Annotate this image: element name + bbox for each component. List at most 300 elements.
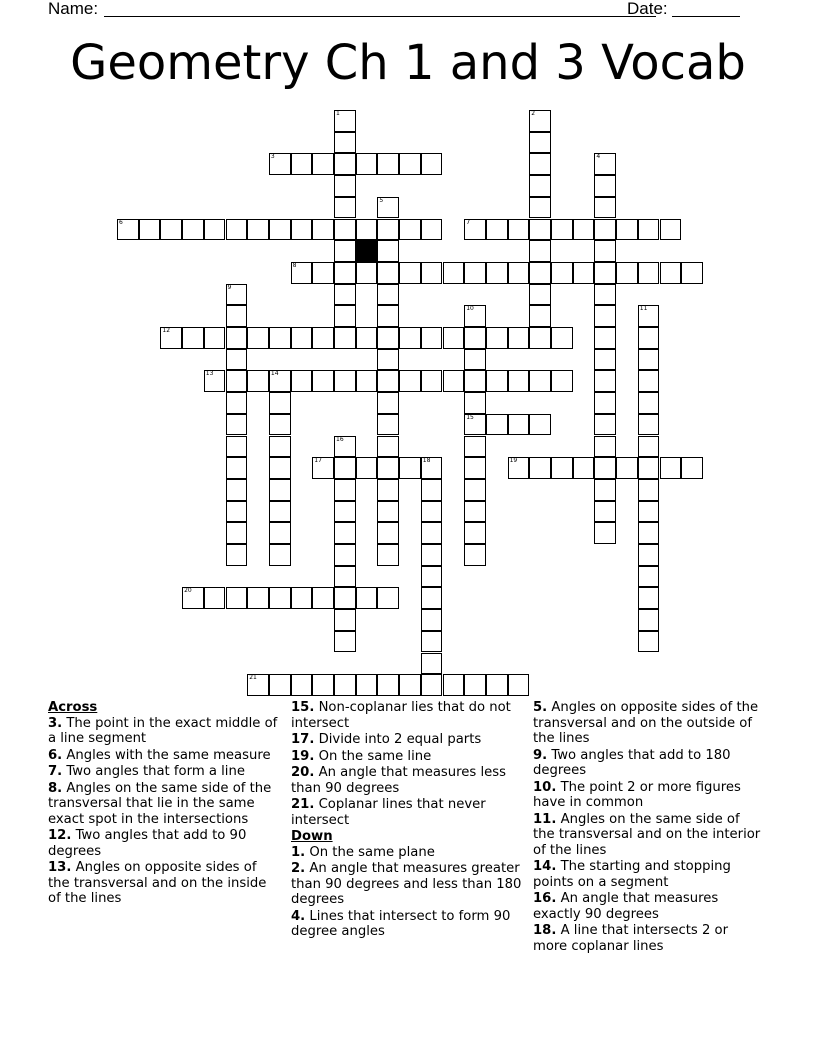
grid-cell[interactable]	[269, 479, 291, 501]
grid-cell[interactable]	[334, 284, 356, 306]
grid-cell[interactable]	[638, 544, 660, 566]
grid-cell[interactable]	[551, 370, 573, 392]
grid-cell[interactable]	[421, 587, 443, 609]
grid-cell[interactable]	[529, 175, 551, 197]
grid-cell[interactable]	[486, 674, 508, 696]
grid-cell[interactable]	[334, 522, 356, 544]
grid-cell[interactable]	[269, 587, 291, 609]
grid-cell[interactable]	[269, 674, 291, 696]
grid-cell[interactable]	[269, 392, 291, 414]
clue-number: 3	[270, 153, 275, 161]
grid-cell[interactable]	[464, 436, 486, 458]
clue-item-text: Two angles that add to 180 degrees	[533, 747, 731, 778]
grid-cell[interactable]	[334, 457, 356, 479]
clue-item-number: 10.	[533, 779, 557, 795]
grid-cell[interactable]	[226, 349, 248, 371]
grid-cell[interactable]	[594, 392, 616, 414]
clue-number: 19	[509, 457, 518, 465]
grid-cell[interactable]	[377, 370, 399, 392]
grid-cell[interactable]	[204, 327, 226, 349]
grid-cell[interactable]	[508, 414, 530, 436]
grid-cell[interactable]	[204, 587, 226, 609]
grid-cell[interactable]	[421, 544, 443, 566]
clue-item-number: 17.	[291, 732, 315, 747]
clue-item-number: 12.	[48, 828, 72, 843]
clue-item	[291, 797, 523, 828]
grid-cell[interactable]	[486, 327, 508, 349]
grid-cell[interactable]	[334, 544, 356, 566]
grid-cell[interactable]	[464, 370, 486, 392]
grid-cell[interactable]	[508, 262, 530, 284]
clue-item	[48, 781, 280, 828]
grid-cell[interactable]	[377, 197, 399, 219]
grid-cell[interactable]	[291, 370, 313, 392]
clue-item	[48, 748, 280, 764]
grid-cell[interactable]	[638, 349, 660, 371]
grid-cell[interactable]	[616, 457, 638, 479]
date-label: Date:	[627, 0, 668, 18]
grid-cell[interactable]	[269, 153, 291, 175]
grid-cell[interactable]	[529, 110, 551, 132]
grid-cell[interactable]	[681, 262, 703, 284]
grid-cell[interactable]	[312, 327, 334, 349]
grid-cell[interactable]	[486, 219, 508, 241]
clue-item	[48, 764, 280, 780]
grid-cell[interactable]	[464, 479, 486, 501]
grid-cell[interactable]	[226, 284, 248, 306]
grid-cell[interactable]	[594, 284, 616, 306]
clue-number: 16	[336, 435, 344, 443]
grid-cell[interactable]	[638, 566, 660, 588]
grid-cell[interactable]	[486, 262, 508, 284]
grid-cell[interactable]	[638, 392, 660, 414]
grid-cell[interactable]	[226, 479, 248, 501]
grid-cell[interactable]	[573, 262, 595, 284]
grid-cell[interactable]	[638, 262, 660, 284]
grid-cell[interactable]	[377, 262, 399, 284]
grid-cell[interactable]	[160, 327, 182, 349]
grid-cell[interactable]	[529, 240, 551, 262]
grid-cell[interactable]	[334, 175, 356, 197]
clue-item	[533, 780, 765, 811]
clue-number: 6	[119, 218, 123, 226]
grid-cell[interactable]	[247, 587, 269, 609]
grid-cell[interactable]	[508, 457, 530, 479]
clue-number: 4	[596, 153, 601, 161]
grid-cell[interactable]	[594, 262, 616, 284]
clue-item	[48, 828, 280, 859]
grid-cell[interactable]	[291, 153, 313, 175]
grid-cell[interactable]	[551, 327, 573, 349]
grid-cell[interactable]	[377, 219, 399, 241]
grid-cell[interactable]	[421, 501, 443, 523]
grid-cell[interactable]	[443, 674, 465, 696]
grid-cell[interactable]	[377, 153, 399, 175]
grid-cell[interactable]	[486, 414, 508, 436]
grid-cell[interactable]	[377, 522, 399, 544]
grid-cell[interactable]	[377, 240, 399, 262]
grid-cell[interactable]	[594, 219, 616, 241]
grid-cell[interactable]	[638, 501, 660, 523]
grid-cell[interactable]	[508, 327, 530, 349]
grid-cell[interactable]	[291, 587, 313, 609]
grid-cell[interactable]	[269, 544, 291, 566]
grid-cell[interactable]	[204, 219, 226, 241]
grid-cell[interactable]	[660, 262, 682, 284]
grid-cell[interactable]	[334, 132, 356, 154]
grid-cell[interactable]	[377, 674, 399, 696]
clue-item-text: On the same line	[314, 748, 432, 764]
grid-cell[interactable]	[291, 674, 313, 696]
clue-item-text: Non-coplanar lies that do not intersect	[291, 700, 511, 731]
grid-cell[interactable]	[182, 327, 204, 349]
grid-cell[interactable]	[226, 392, 248, 414]
grid-cell[interactable]	[399, 327, 421, 349]
grid-cell[interactable]	[377, 392, 399, 414]
name-label: Name:	[48, 0, 99, 18]
grid-cell[interactable]	[638, 436, 660, 458]
clue-item-number: 19.	[291, 748, 315, 764]
clue-item	[291, 700, 523, 731]
grid-cell[interactable]	[269, 327, 291, 349]
grid-cell[interactable]	[638, 219, 660, 241]
clue-number: 5	[379, 196, 384, 204]
grid-cell[interactable]	[356, 327, 378, 349]
grid-cell[interactable]	[226, 305, 248, 327]
grid-cell[interactable]	[377, 479, 399, 501]
grid-cell[interactable]	[486, 370, 508, 392]
grid-cell[interactable]	[681, 457, 703, 479]
clue-item	[291, 845, 523, 861]
grid-cell[interactable]	[312, 219, 334, 241]
clue-item	[533, 748, 765, 779]
grid-cell[interactable]	[139, 219, 161, 241]
grid-cell[interactable]	[334, 219, 356, 241]
grid-cell[interactable]	[226, 457, 248, 479]
grid-cell[interactable]	[464, 327, 486, 349]
grid-cell[interactable]	[594, 197, 616, 219]
grid-cell[interactable]	[334, 370, 356, 392]
grid-cell[interactable]	[269, 414, 291, 436]
clue-number: 18	[422, 457, 431, 465]
clue-item-text: Two angles that add to 90 degrees	[48, 828, 247, 859]
grid-cell[interactable]	[638, 522, 660, 544]
grid-cell[interactable]	[529, 197, 551, 219]
grid-cell[interactable]	[334, 110, 356, 132]
grid-cell[interactable]	[638, 327, 660, 349]
grid-cell[interactable]	[312, 262, 334, 284]
grid-cell[interactable]	[312, 587, 334, 609]
clue-item	[533, 891, 765, 922]
grid-cell[interactable]	[269, 219, 291, 241]
grid-cell[interactable]	[551, 262, 573, 284]
clue-number: 10	[466, 305, 474, 313]
grid-cell[interactable]	[421, 457, 443, 479]
grid-cell[interactable]	[269, 457, 291, 479]
grid-cell[interactable]	[334, 327, 356, 349]
clue-item	[291, 749, 523, 765]
clue-item-text: Angles on the same side of the transversal that lie in the same exact spot in the intersections	[48, 780, 272, 827]
grid-cell[interactable]	[421, 327, 443, 349]
grid-cell[interactable]	[399, 219, 421, 241]
grid-cell[interactable]	[291, 327, 313, 349]
grid-cell[interactable]	[616, 219, 638, 241]
grid-cell[interactable]	[204, 370, 226, 392]
grid-cell[interactable]	[269, 501, 291, 523]
grid-cell[interactable]	[529, 262, 551, 284]
grid-cell[interactable]	[226, 436, 248, 458]
grid-cell[interactable]	[226, 327, 248, 349]
grid-cell[interactable]	[312, 674, 334, 696]
clue-item-text: An angle that measures less than 90 degrees	[291, 765, 506, 796]
grid-cell[interactable]	[356, 587, 378, 609]
grid-cell[interactable]	[377, 327, 399, 349]
grid-cell[interactable]	[377, 587, 399, 609]
grid-cell[interactable]	[291, 219, 313, 241]
grid-cell[interactable]	[638, 457, 660, 479]
grid-cell[interactable]	[334, 436, 356, 458]
grid-cell[interactable]	[464, 305, 486, 327]
clue-item	[291, 732, 523, 748]
clue-item-number: 14.	[533, 859, 557, 874]
grid-cell[interactable]	[594, 522, 616, 544]
clue-item-text: Two angles that form a line	[62, 764, 245, 779]
grid-cell[interactable]	[508, 674, 530, 696]
grid-cell[interactable]	[334, 631, 356, 653]
grid-cell[interactable]	[594, 501, 616, 523]
grid-cell[interactable]	[421, 674, 443, 696]
grid-cell[interactable]	[399, 674, 421, 696]
grid-cell[interactable]	[334, 479, 356, 501]
grid-cell[interactable]	[399, 457, 421, 479]
grid-cell[interactable]	[377, 349, 399, 371]
grid-cell[interactable]	[594, 175, 616, 197]
grid-cell[interactable]	[573, 457, 595, 479]
clue-item-text: Divide into 2 equal parts	[314, 732, 482, 747]
grid-cell[interactable]	[594, 479, 616, 501]
grid-cell[interactable]	[226, 370, 248, 392]
grid-cell[interactable]	[117, 219, 139, 241]
grid-cell[interactable]	[377, 457, 399, 479]
grid-cell[interactable]	[312, 370, 334, 392]
grid-cell[interactable]	[160, 219, 182, 241]
clue-item-number: 6.	[48, 747, 63, 763]
grid-cell[interactable]	[594, 153, 616, 175]
clue-item	[48, 860, 280, 907]
grid-cell[interactable]	[638, 414, 660, 436]
grid-cell[interactable]	[421, 153, 443, 175]
grid-cell[interactable]	[226, 501, 248, 523]
grid-cell[interactable]	[226, 544, 248, 566]
clue-number: 20	[184, 587, 192, 595]
grid-cell[interactable]	[377, 544, 399, 566]
grid-cell[interactable]	[464, 674, 486, 696]
grid-cell[interactable]	[269, 370, 291, 392]
clue-number: 21	[249, 674, 257, 682]
grid-cell[interactable]	[399, 153, 421, 175]
clue-item-number: 15.	[291, 700, 315, 715]
clue-item-number: 21.	[291, 797, 315, 812]
clue-number: 13	[205, 370, 214, 378]
grid-cell[interactable]	[529, 327, 551, 349]
clue-item	[533, 859, 765, 890]
grid-cell[interactable]	[226, 219, 248, 241]
grid-cell[interactable]	[594, 414, 616, 436]
grid-cell[interactable]	[638, 305, 660, 327]
grid-cell[interactable]	[464, 349, 486, 371]
grid-cell[interactable]	[356, 153, 378, 175]
clue-item-text: Angles on the same side of the transversal and on the interior of the lines	[533, 811, 761, 858]
grid-cell[interactable]	[334, 262, 356, 284]
grid-cell[interactable]	[334, 566, 356, 588]
grid-cell[interactable]	[551, 457, 573, 479]
grid-cell[interactable]	[508, 219, 530, 241]
grid-cell[interactable]	[377, 436, 399, 458]
grid-cell[interactable]	[421, 219, 443, 241]
grid-cell[interactable]	[616, 262, 638, 284]
grid-cell[interactable]	[356, 219, 378, 241]
grid-cell[interactable]	[399, 370, 421, 392]
grid-cell[interactable]	[594, 370, 616, 392]
clue-item	[291, 765, 523, 796]
grid-cell[interactable]	[594, 305, 616, 327]
black-cell	[356, 240, 378, 262]
grid-cell[interactable]	[638, 609, 660, 631]
grid-cell[interactable]	[377, 501, 399, 523]
grid-cell[interactable]	[464, 414, 486, 436]
clue-number: 11	[639, 305, 648, 313]
clue-item	[291, 909, 523, 940]
clue-item-number: 4.	[291, 908, 306, 924]
grid-cell[interactable]	[573, 219, 595, 241]
grid-cell[interactable]	[594, 457, 616, 479]
grid-cell[interactable]	[529, 284, 551, 306]
clue-item-text: Lines that intersect to form 90 degree angles	[291, 908, 511, 939]
clue-item-number: 20.	[291, 765, 315, 780]
grid-cell[interactable]	[377, 414, 399, 436]
clue-item-text: An angle that measures greater than 90 degrees and less than 180 degrees	[291, 861, 522, 907]
grid-cell[interactable]	[464, 457, 486, 479]
clue-item-text: The starting and stopping points on a segment	[533, 859, 731, 890]
grid-cell[interactable]	[660, 219, 682, 241]
grid-cell[interactable]	[356, 370, 378, 392]
grid-cell[interactable]	[182, 219, 204, 241]
grid-cell[interactable]	[247, 219, 269, 241]
grid-cell[interactable]	[551, 219, 573, 241]
puzzle-title: Geometry Ch 1 and 3 Vocab	[70, 35, 746, 91]
grid-cell[interactable]	[421, 370, 443, 392]
grid-cell[interactable]	[334, 609, 356, 631]
grid-cell[interactable]	[443, 262, 465, 284]
grid-cell[interactable]	[443, 327, 465, 349]
clue-item-number: 3.	[48, 715, 63, 731]
grid-cell[interactable]	[356, 457, 378, 479]
clue-item	[291, 861, 523, 908]
grid-cell[interactable]	[334, 305, 356, 327]
grid-cell[interactable]	[312, 457, 334, 479]
grid-cell[interactable]	[464, 501, 486, 523]
grid-cell[interactable]	[594, 240, 616, 262]
clue-number: 7	[466, 218, 471, 226]
grid-cell[interactable]	[638, 370, 660, 392]
clue-item-text: Angles with the same measure	[62, 747, 271, 763]
grid-cell[interactable]	[421, 609, 443, 631]
grid-cell[interactable]	[421, 566, 443, 588]
grid-cell[interactable]	[443, 370, 465, 392]
grid-cell[interactable]	[182, 587, 204, 609]
grid-cell[interactable]	[464, 522, 486, 544]
grid-cell[interactable]	[529, 457, 551, 479]
grid-cell[interactable]	[529, 132, 551, 154]
grid-cell[interactable]	[269, 522, 291, 544]
clue-item-number: 8.	[48, 780, 63, 796]
grid-cell[interactable]	[508, 370, 530, 392]
grid-cell[interactable]	[594, 327, 616, 349]
grid-cell[interactable]	[334, 501, 356, 523]
grid-cell[interactable]	[421, 262, 443, 284]
grid-cell[interactable]	[638, 587, 660, 609]
clue-number: 2	[531, 110, 536, 117]
grid-cell[interactable]	[226, 522, 248, 544]
grid-cell[interactable]	[464, 262, 486, 284]
grid-cell[interactable]	[334, 240, 356, 262]
clue-column-2	[291, 700, 523, 941]
grid-cell[interactable]	[660, 457, 682, 479]
grid-cell[interactable]	[529, 305, 551, 327]
grid-cell[interactable]	[226, 414, 248, 436]
grid-cell[interactable]	[334, 153, 356, 175]
clue-item-text: On the same plane	[305, 844, 435, 860]
grid-cell[interactable]	[334, 674, 356, 696]
grid-cell[interactable]	[594, 436, 616, 458]
grid-cell[interactable]	[594, 349, 616, 371]
grid-cell[interactable]	[464, 392, 486, 414]
grid-cell[interactable]	[421, 479, 443, 501]
grid-cell[interactable]	[334, 587, 356, 609]
grid-cell[interactable]	[529, 219, 551, 241]
grid-cell[interactable]	[638, 631, 660, 653]
grid-cell[interactable]	[356, 674, 378, 696]
grid-cell[interactable]	[334, 197, 356, 219]
grid-cell[interactable]	[291, 262, 313, 284]
clue-item	[533, 700, 765, 747]
grid-cell[interactable]	[312, 153, 334, 175]
grid-cell[interactable]	[269, 436, 291, 458]
grid-cell[interactable]	[377, 305, 399, 327]
grid-cell[interactable]	[377, 284, 399, 306]
grid-cell[interactable]	[247, 370, 269, 392]
clue-number: 8	[292, 261, 297, 269]
grid-cell[interactable]	[638, 479, 660, 501]
grid-cell[interactable]	[226, 587, 248, 609]
clue-number: 14	[270, 370, 279, 378]
grid-cell[interactable]	[464, 219, 486, 241]
grid-cell[interactable]	[399, 262, 421, 284]
grid-cell[interactable]	[247, 674, 269, 696]
grid-cell[interactable]	[464, 544, 486, 566]
grid-cell[interactable]	[529, 153, 551, 175]
grid-cell[interactable]	[421, 631, 443, 653]
grid-cell[interactable]	[421, 653, 443, 675]
clue-column-1	[48, 700, 280, 908]
grid-cell[interactable]	[529, 370, 551, 392]
grid-cell[interactable]	[247, 327, 269, 349]
clue-item-text: Coplanar lines that never intersect	[291, 797, 486, 828]
clue-number: 12	[162, 327, 171, 334]
grid-cell[interactable]	[356, 262, 378, 284]
grid-cell[interactable]	[529, 414, 551, 436]
grid-cell[interactable]	[421, 522, 443, 544]
